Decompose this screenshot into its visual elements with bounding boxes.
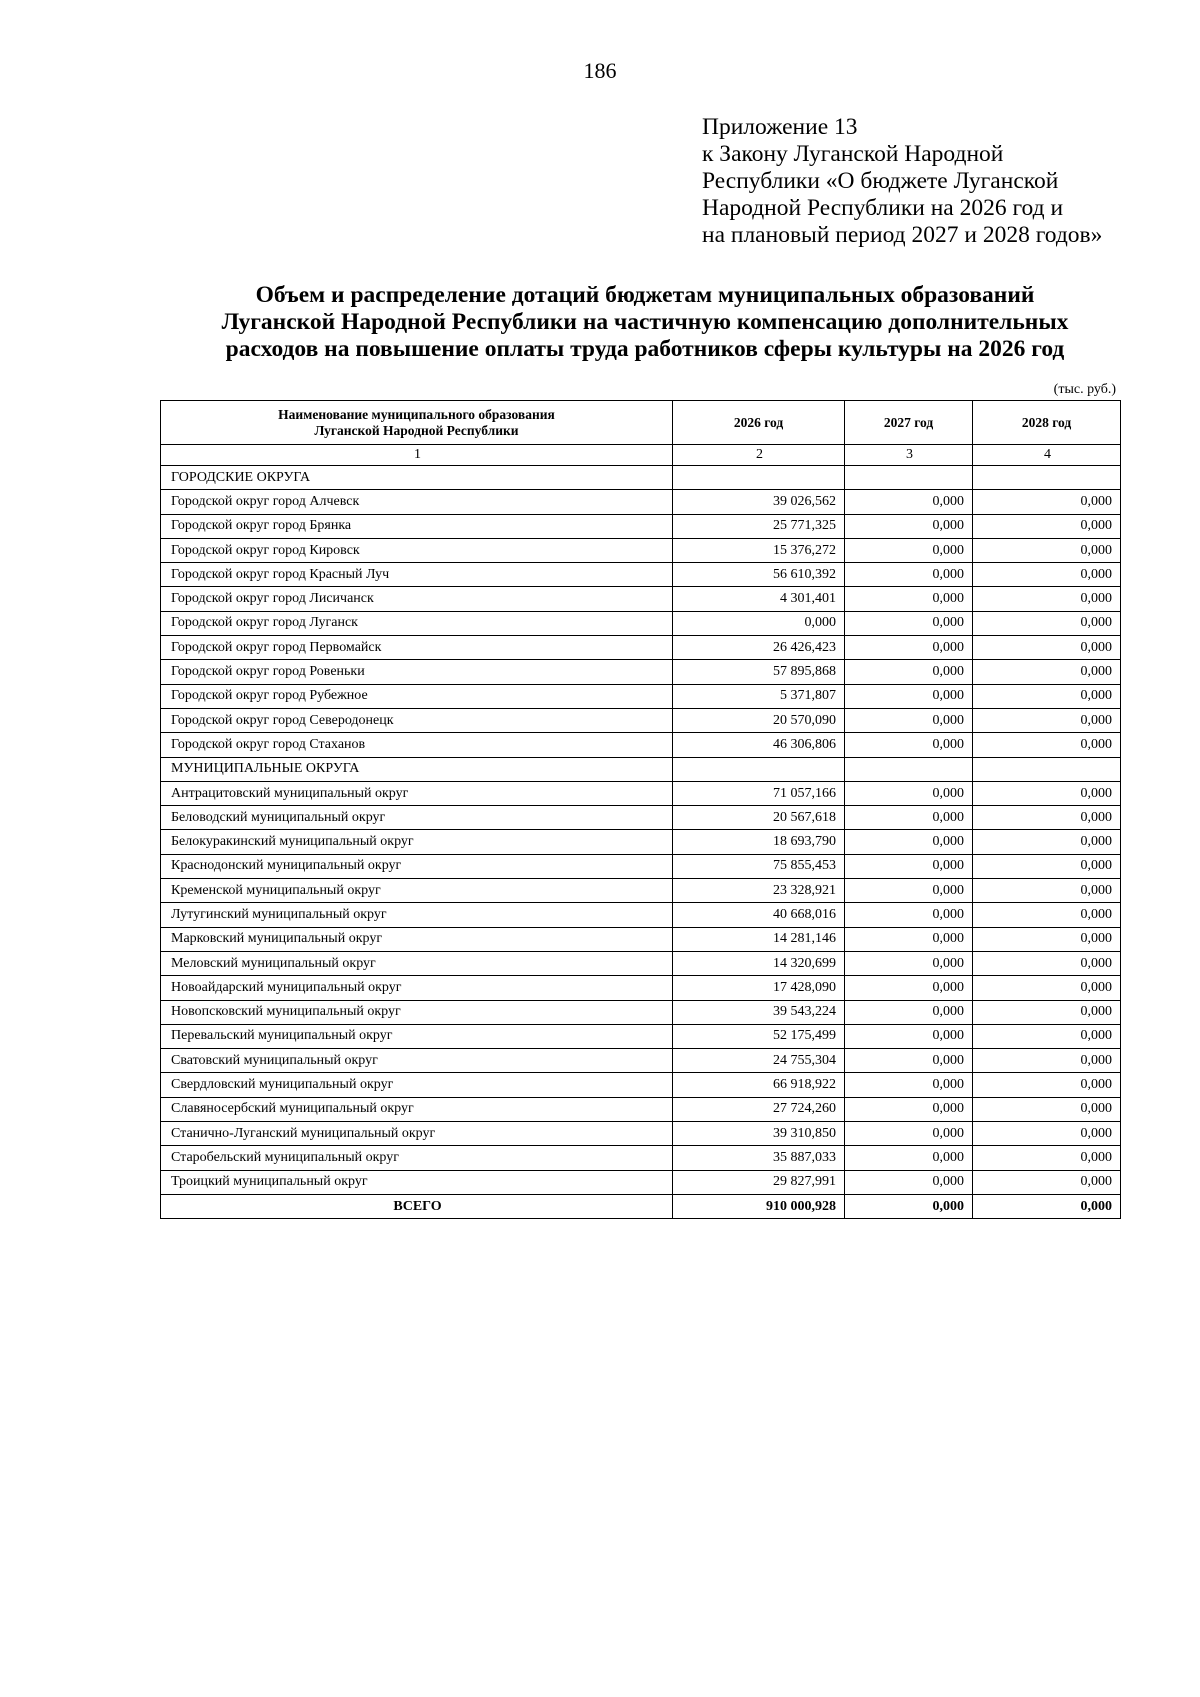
value-2026: 17 428,090 [673,976,845,1000]
table-row [161,976,1121,1000]
table-row [161,806,1121,830]
empty-cell [673,757,845,781]
section-header-row [161,466,1121,490]
table-row [161,1000,1121,1024]
table-row [161,563,1121,587]
value-2026: 4 301,401 [673,587,845,611]
value-2026: 40 668,016 [673,903,845,927]
value-2028: 0,000 [973,1122,1121,1146]
value-2028: 0,000 [973,830,1121,854]
municipality-name: Антрацитовский муниципальный округ [161,781,673,805]
value-2027: 0,000 [845,806,973,830]
table-header-row [161,401,1121,445]
value-2026: 14 320,699 [673,951,845,975]
value-2026: 26 426,423 [673,636,845,660]
table-row [161,1024,1121,1048]
table-row [161,1170,1121,1194]
total-2028: 0,000 [973,1194,1121,1218]
header-name-line2: Луганской Народной Республики [314,422,519,438]
value-2027: 0,000 [845,1024,973,1048]
value-2028: 0,000 [973,538,1121,562]
value-2026: 71 057,166 [673,781,845,805]
appendix-line: Приложение 13 [702,114,858,140]
table-row [161,903,1121,927]
value-2027: 0,000 [845,854,973,878]
value-2028: 0,000 [973,733,1121,757]
municipality-name: Сватовский муниципальный округ [161,1049,673,1073]
value-2026: 39 026,562 [673,490,845,514]
value-2026: 18 693,790 [673,830,845,854]
value-2028: 0,000 [973,587,1121,611]
municipality-name: Городской округ город Ровеньки [161,660,673,684]
value-2028: 0,000 [973,1073,1121,1097]
value-2027: 0,000 [845,1049,973,1073]
value-2028: 0,000 [973,1049,1121,1073]
value-2027: 0,000 [845,1146,973,1170]
title-line: расходов на повышение оплаты труда работников сферы культуры на 2026 год [225,336,1065,362]
value-2026: 0,000 [673,611,845,635]
header-2026: 2026 год [673,401,845,445]
municipality-name: Городской округ город Первомайск [161,636,673,660]
table-row [161,587,1121,611]
value-2028: 0,000 [973,660,1121,684]
value-2026: 20 567,618 [673,806,845,830]
value-2027: 0,000 [845,563,973,587]
table-row [161,951,1121,975]
value-2028: 0,000 [973,879,1121,903]
value-2026: 52 175,499 [673,1024,845,1048]
value-2028: 0,000 [973,708,1121,732]
table-row [161,854,1121,878]
value-2027: 0,000 [845,587,973,611]
empty-cell [973,757,1121,781]
table-row [161,1049,1121,1073]
table-row [161,781,1121,805]
value-2026: 5 371,807 [673,684,845,708]
municipality-name: Лутугинский муниципальный округ [161,903,673,927]
municipality-name: Белокуракинский муниципальный округ [161,830,673,854]
value-2028: 0,000 [973,490,1121,514]
value-2027: 0,000 [845,1170,973,1194]
empty-cell [845,757,973,781]
value-2028: 0,000 [973,1097,1121,1121]
table-row [161,927,1121,951]
appendix-line: Республики «О бюджете Луганской [702,168,1059,194]
table-row [161,490,1121,514]
value-2028: 0,000 [973,854,1121,878]
value-2026: 57 895,868 [673,660,845,684]
value-2027: 0,000 [845,708,973,732]
municipality-name: Марковский муниципальный округ [161,927,673,951]
municipality-name: Станично-Луганский муниципальный округ [161,1122,673,1146]
table-row [161,538,1121,562]
section-header-row [161,757,1121,781]
column-index: 2 [673,445,845,466]
municipality-name: Городской округ город Стаханов [161,733,673,757]
table-row [161,830,1121,854]
value-2026: 20 570,090 [673,708,845,732]
municipality-name: Перевальский муниципальный округ [161,1024,673,1048]
value-2028: 0,000 [973,611,1121,635]
value-2027: 0,000 [845,830,973,854]
table-row [161,1122,1121,1146]
value-2026: 25 771,325 [673,514,845,538]
total-label: ВСЕГО [161,1194,673,1218]
section-title: МУНИЦИПАЛЬНЫЕ ОКРУГА [161,757,673,781]
value-2028: 0,000 [973,781,1121,805]
municipality-name: Краснодонский муниципальный округ [161,854,673,878]
value-2026: 35 887,033 [673,1146,845,1170]
table-row [161,684,1121,708]
table-row [161,1146,1121,1170]
table-row [161,1097,1121,1121]
value-2028: 0,000 [973,684,1121,708]
value-2026: 75 855,453 [673,854,845,878]
value-2027: 0,000 [845,636,973,660]
value-2026: 24 755,304 [673,1049,845,1073]
column-index: 3 [845,445,973,466]
value-2028: 0,000 [973,636,1121,660]
units-label: (тыс. руб.) [1053,382,1116,397]
header-2028: 2028 год [973,401,1121,445]
value-2026: 27 724,260 [673,1097,845,1121]
value-2027: 0,000 [845,660,973,684]
value-2026: 15 376,272 [673,538,845,562]
value-2026: 29 827,991 [673,1170,845,1194]
value-2027: 0,000 [845,1073,973,1097]
table-row [161,514,1121,538]
table-row [161,660,1121,684]
value-2027: 0,000 [845,490,973,514]
empty-cell [845,466,973,490]
appendix-line: Народной Республики на 2026 год и [702,195,1064,221]
column-index-row [161,445,1121,466]
table-row [161,1073,1121,1097]
value-2028: 0,000 [973,563,1121,587]
municipality-name: Новопсковский муниципальный округ [161,1000,673,1024]
section-title: ГОРОДСКИЕ ОКРУГА [161,466,673,490]
municipality-name: Городской округ город Северодонецк [161,708,673,732]
value-2027: 0,000 [845,1097,973,1121]
total-2027: 0,000 [845,1194,973,1218]
municipality-name: Свердловский муниципальный округ [161,1073,673,1097]
municipality-name: Новоайдарский муниципальный округ [161,976,673,1000]
title-line: Объем и распределение дотаций бюджетам муниципальных образований [255,282,1035,308]
column-index: 4 [973,445,1121,466]
municipality-name: Троицкий муниципальный округ [161,1170,673,1194]
municipality-name: Городской округ город Алчевск [161,490,673,514]
municipality-name: Кременской муниципальный округ [161,879,673,903]
municipality-name: Городской округ город Брянка [161,514,673,538]
title-line: Луганской Народной Республики на частичную компенсацию дополнительных [221,309,1069,335]
value-2028: 0,000 [973,903,1121,927]
municipality-name: Городской округ город Красный Луч [161,563,673,587]
table-row [161,879,1121,903]
municipality-name: Городской округ город Луганск [161,611,673,635]
total-2026: 910 000,928 [673,1194,845,1218]
table-row [161,636,1121,660]
value-2027: 0,000 [845,781,973,805]
municipality-name: Городской округ город Кировск [161,538,673,562]
value-2027: 0,000 [845,538,973,562]
header-name [161,401,673,445]
value-2027: 0,000 [845,684,973,708]
value-2027: 0,000 [845,879,973,903]
value-2026: 14 281,146 [673,927,845,951]
column-index: 1 [161,445,673,466]
municipality-name: Городской округ город Лисичанск [161,587,673,611]
value-2027: 0,000 [845,1000,973,1024]
allocation-table [160,400,1121,1219]
value-2027: 0,000 [845,951,973,975]
table-row [161,733,1121,757]
value-2026: 23 328,921 [673,879,845,903]
value-2028: 0,000 [973,927,1121,951]
value-2027: 0,000 [845,514,973,538]
header-2027: 2027 год [845,401,973,445]
municipality-name: Меловский муниципальный округ [161,951,673,975]
municipality-name: Старобельский муниципальный округ [161,1146,673,1170]
appendix-line: к Закону Луганской Народной [702,141,1004,167]
value-2028: 0,000 [973,951,1121,975]
empty-cell [973,466,1121,490]
appendix-block [702,114,1102,249]
value-2027: 0,000 [845,927,973,951]
municipality-name: Беловодский муниципальный округ [161,806,673,830]
value-2026: 56 610,392 [673,563,845,587]
value-2026: 46 306,806 [673,733,845,757]
header-name-line1: Наименование муниципального образования [278,406,555,422]
total-row [161,1194,1121,1218]
value-2028: 0,000 [973,1000,1121,1024]
value-2027: 0,000 [845,1122,973,1146]
value-2026: 39 310,850 [673,1122,845,1146]
value-2028: 0,000 [973,976,1121,1000]
value-2028: 0,000 [973,1170,1121,1194]
value-2028: 0,000 [973,1146,1121,1170]
appendix-line: на плановый период 2027 и 2028 годов» [702,222,1103,248]
document-title [120,282,1170,363]
value-2026: 39 543,224 [673,1000,845,1024]
value-2027: 0,000 [845,976,973,1000]
page-number: 186 [583,58,617,83]
table-row [161,611,1121,635]
value-2026: 66 918,922 [673,1073,845,1097]
value-2027: 0,000 [845,733,973,757]
value-2028: 0,000 [973,806,1121,830]
value-2028: 0,000 [973,1024,1121,1048]
value-2028: 0,000 [973,514,1121,538]
table-row [161,708,1121,732]
municipality-name: Городской округ город Рубежное [161,684,673,708]
municipality-name: Славяносербский муниципальный округ [161,1097,673,1121]
empty-cell [673,466,845,490]
value-2027: 0,000 [845,611,973,635]
value-2027: 0,000 [845,903,973,927]
